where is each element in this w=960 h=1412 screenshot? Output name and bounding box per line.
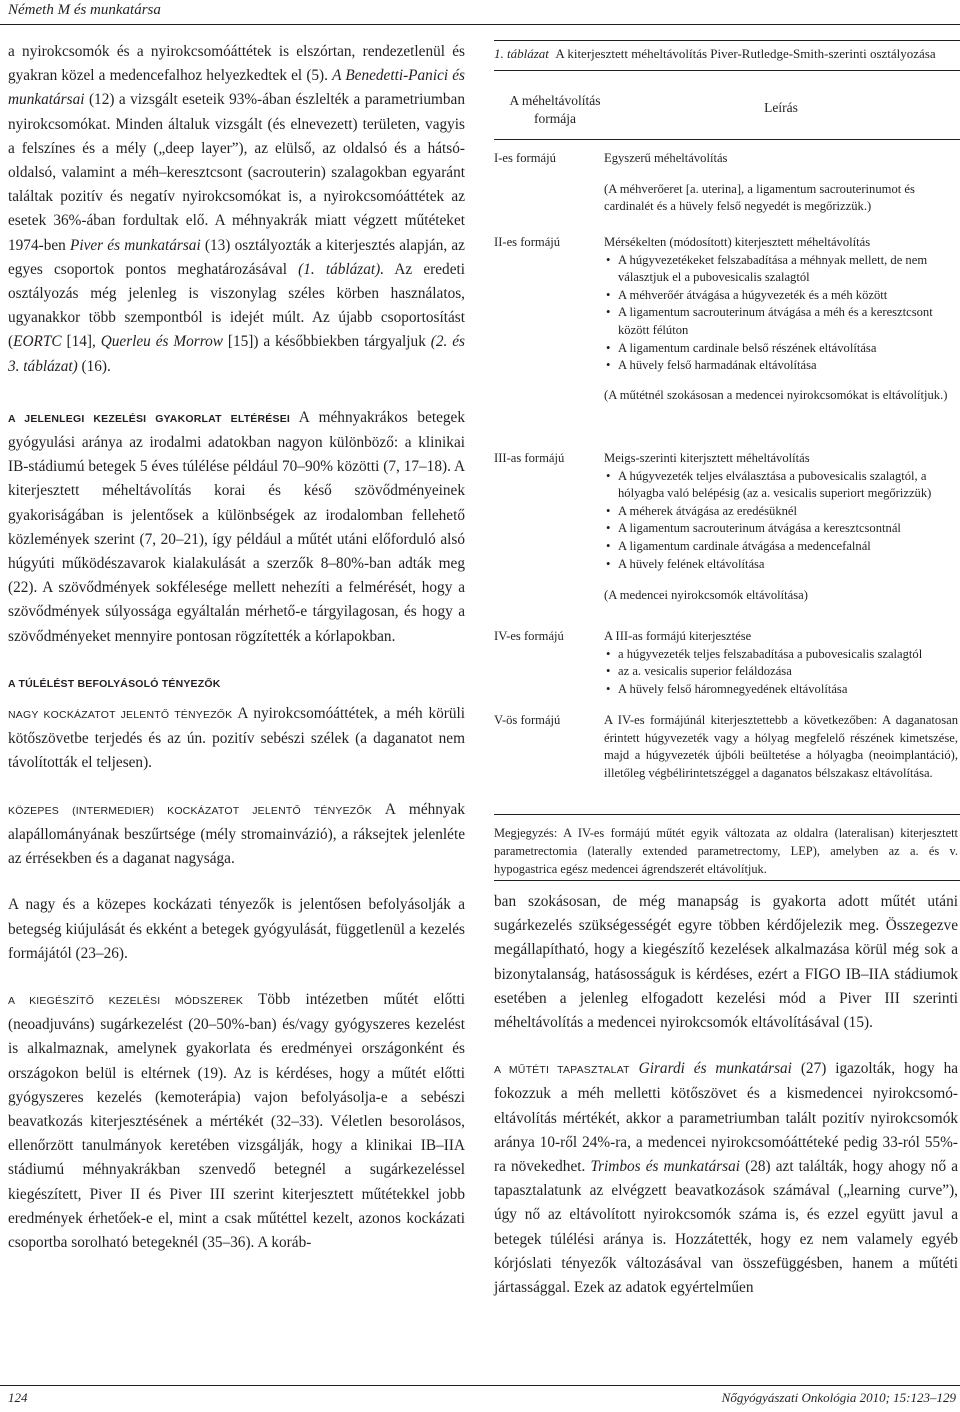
list-item: • A hüvely felső háromnegyedének eltávolítása	[618, 681, 958, 699]
subheading-intermediate-risk: KÖZEPES (INTERMEDIER) KOCKÁZATOT JELENTŐ TÉNYEZŐK	[8, 804, 372, 817]
list-item: • A méhverőér átvágása a húgyvezeték és a méh között	[618, 287, 958, 305]
left-column	[8, 40, 465, 1255]
subheading-high-risk: NAGY KOCKÁZATOT JELENTŐ TÉNYEZŐK	[8, 709, 233, 722]
list-item: • A húgyvezetékeket felszabadítása a méhnyak mellett, de nem választjuk el a pubovesicalis szalagtól	[618, 252, 958, 287]
right-column	[494, 890, 958, 1300]
paragraph-intermediate-risk: KÖZEPES (INTERMEDIER) KOCKÁZATOT JELENTŐ TÉNYEZŐK A méhnyak alapállományának beszűrtsége (mély stromainvázió), a ráksejtek jelenléte az érrésekben és a daganat nagysága.	[8, 800, 465, 868]
header-rule	[0, 24, 960, 25]
bullet-list	[604, 252, 958, 375]
table-top-rule	[494, 40, 960, 41]
paragraph-adjuvant: A KIEGÉSZÍTŐ KEZELÉSI MÓDSZEREK Több intézetben műtét előtti (neoadjuváns) sugárkezelést (20–50%-ban) és/vagy gyógyszeres kezelést is alkalmaznak, amelynek gyakorlata és eredményei országonként és országokon belül is eltérnek (19). Az is kérdéses, hogy a műtét előtti gyógyszeres kezelés (kemoterápia) vajon befolyásolja-e a sebészi beavatkozás kiterjesztésének a mértékét (32–33). Véletlen besorolásos, ellenőrzött tanulmányok keretében vizsgálják, hogy a klinikai IB–IIA stádiumú méhnyakrákban szenvedő betegnél a sugárkezeléssel kiegészített, Piver II és Piver III szerint kiterjesztett műtétekkel jobb eredmények érhetőek-e el, mint a csak műtéttel kezelt, azonos kockázati csoportba sorolható betegeknél (35–36). A koráb-	[8, 990, 465, 1251]
table-end-rule	[494, 880, 960, 881]
section-heading-current-practice: A JELENLEGI KEZELÉSI GYAKORLAT ELTÉRÉSEI	[8, 412, 291, 425]
paragraph-risk-summary: A nagy és a közepes kockázati tényezők is jelentősen befolyásolják a betegség kiújulását és ekként a betegek gyógyulását, függetlenül a kezelés formájától (23–26).	[8, 896, 465, 962]
table-caption-rule	[494, 70, 960, 71]
table-bottom-rule	[494, 814, 960, 815]
subheading-adjuvant: A KIEGÉSZÍTŐ KEZELÉSI MÓDSZEREK	[8, 994, 244, 1007]
footer-rule	[0, 1385, 960, 1386]
list-item: • A ligamentum sacrouterinum átvágása a méh és a keresztcsont között félúton	[618, 304, 958, 339]
table-header-description: Leírás	[764, 100, 798, 115]
list-item: • A húgyvezeték teljes elválasztása a pubovesicalis szalagtól, a hólyagba való belépésig (az a. vesicalis superiort megőrizzük)	[618, 468, 958, 503]
section-heading-survival: A TÚLÉLÉST BEFOLYÁSOLÓ TÉNYEZŐK	[8, 677, 221, 690]
paragraph-high-risk: NAGY KOCKÁZATOT JELENTŐ TÉNYEZŐK A nyirokcsomóáttétek, a méh körüli kötőszövetbe terjedés és az ún. pozitív sebészi szélek (a daganatot nem távolították el teljesen).	[8, 705, 465, 772]
list-item: • A ligamentum cardinale átvágása a medencefalnál	[618, 538, 958, 556]
paragraph-current-practice: A JELENLEGI KEZELÉSI GYAKORLAT ELTÉRÉSEI A méhnyakrákos betegek gyógyulási aránya az irodalmi adatokban nagyon különböző: a klinikai IB-stádiumú betegek 5 éves túlélése például 70–90% közötti (7, 17–18). A kiterjesztett méheltávolítás korai és késő szövődményeinek gyakoriságában is jelentősek a különbségek az irodalomban fellehető közlemények szerint (7, 20–21), így például a műtét utáni előforduló alsó húgyúti működészavarok kialakulását a szerzők 8–80%-ban adták meg (22). A szövődmények sokfélesége mellett nehezíti a felmérését, hogy a szövődmények súlyossága egyáltalán mérhető-e tárgyilagosan, és hogy a szövődményeket mennyire pontosan rögzítették a kórlapokban.	[8, 408, 465, 645]
list-item: • A hüvely felső harmadának eltávolítása	[618, 357, 958, 375]
list-item: • A hüvely felének eltávolítása	[618, 556, 958, 574]
table-header-form: A méheltávolítás formája	[509, 93, 601, 126]
running-head: Németh M és munkatársa	[8, 2, 161, 18]
paragraph-1: a nyirokcsomók és a nyirokcsomóáttétek is elszórtan, rendezetlenül és gyakran közel a medencefalhoz helyezkedtek el (5). A Benedetti-Panici és munkatársai (12) a vizsgált eseteik 93%-ában észlelték a parametriumban nyirokcsomókat. Minden általuk vizsgált (és elnevezett) területen, vagyis a felszínes és a mély („deep layer”), az elülső, az oldalsó és a hátsó-oldalsó, valamint a méh–keresztcsont (sacrouterin) szalagokban egyaránt találtak pozitív és negatív nyirokcsomókat is, a nyirokcsomóáttétek az esetek 36%-ában fordultak elő. A méhnyakrák miatt végzett műtéteket 1974-ben Piver és munkatársai (13) osztályozták a kiterjesztés alapján, az egyes csoportok pontos meghatározásával (1. táblázat). Az eredeti osztályozás még jelenleg is viszonylag széles körben használatos, ugyanakkor több szempontból is idejét múlt. Az újabb csoportosítást (EORTC [14], Querleu és Morrow [15]) a későbbiekben tárgyaljuk (2. és 3. táblázat) (16).	[8, 43, 465, 375]
subheading-surgical-experience: A MŰTÉTI TAPASZTALAT	[494, 1064, 630, 1077]
bullet-list	[604, 646, 958, 699]
list-item: • A ligamentum cardinale belső részének eltávolítása	[618, 340, 958, 358]
table-header-rule	[494, 139, 960, 140]
table-caption: 1. táblázat A kiterjesztett méheltávolítás Piver-Rutledge-Smith-szerinti osztályozása	[494, 46, 936, 61]
page-number: 124	[8, 1390, 28, 1405]
journal-citation: Nőgyógyászati Onkológia 2010; 15:123–129	[721, 1390, 956, 1405]
list-item: • A méherek átvágása az eredésüknél	[618, 503, 958, 521]
bullet-list	[604, 468, 958, 574]
paragraph-right-1: ban szokásosan, de még manapság is gyakorta adott műtét utáni sugárkezelés szükségességét egyre többen kérdőjelezik meg. Összegezve megállapítható, hogy a kiegészítő kezelések alkalmazása körül még sok a bizonytalanság, hatásosságuk is kérdéses, ezért a FIGO IB–IIA stádiumok esetében a jelenleg elfogadott kezelési mód a Piver III szerinti méheltávolítás a medencei nyirokcsomók eltávolításával (15).	[494, 893, 958, 1032]
list-item: • a húgyvezeték teljes felszabadítása a pubovesicalis szalagtól	[618, 646, 958, 664]
list-item: • az a. vesicalis superior feláldozása	[618, 663, 958, 681]
paragraph-surgical-experience: A MŰTÉTI TAPASZTALAT Girardi és munkatársai (27) igazolták, hogy ha fokozzuk a méh melletti kötőszövet és a kismedencei nyirokcsomó-eltávolítás mértékét, akkor a parametriumban talált pozitív nyirokcsomók aránya 10-ről 24%-ra, a medencei nyirokcsomóáttéteké pedig 33-ról 55%-ra növekedhet. Trimbos és munkatársai (28) azt találták, hogy ahogy nő a tapasztalatunk az elvégzett beavatkozások számával („learning curve”), úgy nő az eltávolított nyirokcsomók száma is, és ezzel együtt javul a betegek túlélési aránya is. Hozzátették, hogy ez nem valamely egyéb kórjóslati tényezők változásával van összefüggésben, hanem a műtéti jártassággal. Ezek az adatok egyértelműen	[494, 1060, 959, 1297]
table-header	[494, 92, 958, 128]
list-item: • A ligamentum sacrouterinum átvágása a keresztcsontnál	[618, 520, 958, 538]
table-footnote: Megjegyzés: A IV-es formájú műtét egyik változata az oldalra (lateralisan) kiterjesztett parametrectomia (laterally extended parametrectomy, LEP), amelyben az a. és v. hypogastrica egész medencei ágrendszerét eltávolítjuk.	[494, 826, 958, 876]
